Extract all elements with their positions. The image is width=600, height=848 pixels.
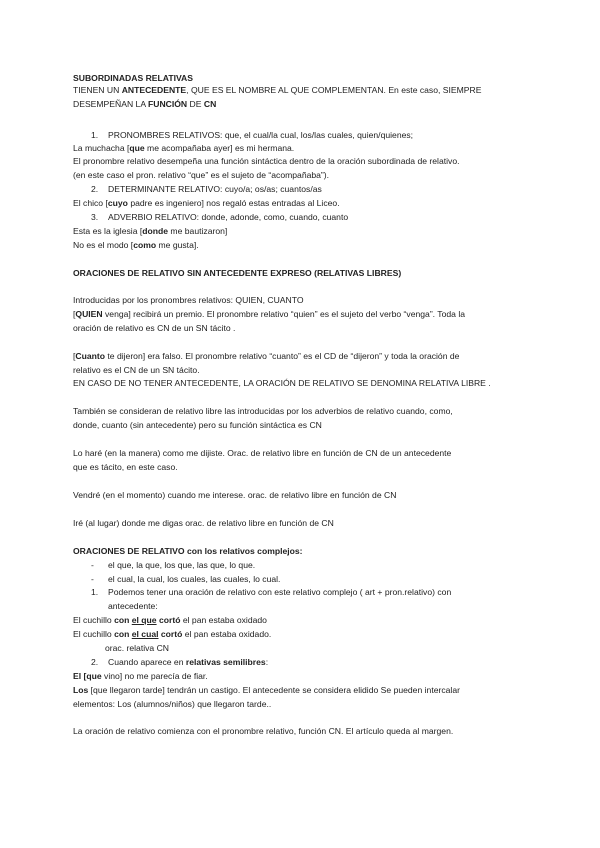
example-sentence: [QUIEN venga] recibirá un premio. El pronombre relativo “quien” es el sujeto del verbo “venga”. Toda la: [73, 309, 466, 319]
annotation-note: orac. relativa CN: [105, 643, 169, 653]
example-sentence: Los [que llegaron tarde] tendrán un castigo. El antecedente se considera elidido Se pueden intercalar: [73, 685, 460, 695]
example-sentence: No es el modo [como me gusta].: [73, 240, 199, 250]
paragraph-text: Introducidas por los pronombres relativos: QUIEN, CUANTO: [73, 295, 304, 305]
list-number: 3.: [91, 212, 99, 222]
list-item-complejo: Podemos tener una oración de relativo con este relativo complejo ( art + pron.relativo) con: [108, 587, 452, 597]
example-sentence: Esta es la iglesia [donde me bautizaron]: [73, 226, 228, 236]
dash-bullet: -: [91, 560, 94, 570]
intro-line-1: TIENEN UN ANTECEDENTE, QUE ES EL NOMBRE AL QUE COMPLEMENTAN. En este caso, SIEMPRE: [73, 85, 482, 95]
example-sentence: El cuchillo con el que cortó el pan estaba oxidado: [73, 615, 267, 625]
list-item-complejo-cont: antecedente:: [108, 601, 158, 611]
dash-bullet: -: [91, 574, 94, 584]
list-number: 2.: [91, 657, 99, 667]
paragraph-text: Iré (al lugar) donde me digas orac. de relativo libre en función de CN: [73, 518, 334, 528]
example-sentence: El cuchillo con el cual cortó el pan estaba oxidado.: [73, 629, 272, 639]
paragraph-text: que es tácito, en este caso.: [73, 462, 178, 472]
intro-line-2: DESEMPEÑAN LA FUNCIÓN DE CN: [73, 99, 217, 109]
closing-paragraph: La oración de relativo comienza con el pronombre relativo, función CN. El artículo queda al margen.: [73, 726, 454, 736]
paragraph-text: donde, cuanto (sin antecedente) pero su función sintáctica es CN: [73, 420, 322, 430]
paragraph-text: elementos: Los (alumnos/niños) que llegaron tarde..: [73, 699, 272, 709]
paragraph-text: Lo haré (en la manera) como me dijiste. Orac. de relativo libre en función de CN de un antecedente: [73, 448, 452, 458]
section-title-subordinadas: SUBORDINADAS RELATIVAS: [73, 73, 193, 83]
dash-list-item: el cual, la cual, los cuales, las cuales, lo cual.: [108, 574, 281, 584]
list-item-pronombres: PRONOMBRES RELATIVOS: que, el cual/la cual, los/las cuales, quien/quienes;: [108, 130, 414, 140]
explanation-text: El pronombre relativo desempeña una función sintáctica dentro de la oración subordinada de relativo.: [73, 156, 460, 166]
explanation-text: (en este caso el pron. relativo “que” es el sujeto de “acompañaba”).: [73, 170, 330, 180]
example-sentence: El chico [cuyo padre es ingeniero] nos regaló estas entradas al Liceo.: [73, 198, 340, 208]
paragraph-text: EN CASO DE NO TENER ANTECEDENTE, LA ORACIÓN DE RELATIVO SE DENOMINA RELATIVA LIBRE .: [73, 378, 491, 388]
list-number: 1.: [91, 130, 99, 140]
paragraph-text: Vendré (en el momento) cuando me interese. orac. de relativo libre en función de CN: [73, 490, 397, 500]
section-title-relativos-complejos: ORACIONES DE RELATIVO con los relativos complejos:: [73, 546, 303, 556]
list-item-determinante: DETERMINANTE RELATIVO: cuyo/a; os/as; cuantos/as: [108, 184, 322, 194]
paragraph-text: relativo es el CN de un SN tácito.: [73, 365, 200, 375]
paragraph-text: También se consideran de relativo libre las introducidas por los adverbios de relativo cuando, como,: [73, 406, 453, 416]
list-number: 2.: [91, 184, 99, 194]
dash-list-item: el que, la que, los que, las que, lo que.: [108, 560, 256, 570]
list-item-adverbio: ADVERBIO RELATIVO: donde, adonde, como, cuando, cuanto: [108, 212, 349, 222]
list-number: 1.: [91, 587, 99, 597]
example-sentence: [Cuanto te dijeron] era falso. El pronombre relativo “cuanto” es el CD de “dijeron” y toda la oración de: [73, 351, 460, 361]
example-sentence: La muchacha [que me acompañaba ayer] es mi hermana.: [73, 143, 295, 153]
section-title-relativas-libres: ORACIONES DE RELATIVO SIN ANTECEDENTE EXPRESO (RELATIVAS LIBRES): [73, 268, 402, 278]
list-item-semilibres: Cuando aparece en relativas semilibres:: [108, 657, 269, 667]
paragraph-text: oración de relativo es CN de un SN tácito .: [73, 323, 236, 333]
example-sentence: El [que vino] no me parecía de fiar.: [73, 671, 208, 681]
